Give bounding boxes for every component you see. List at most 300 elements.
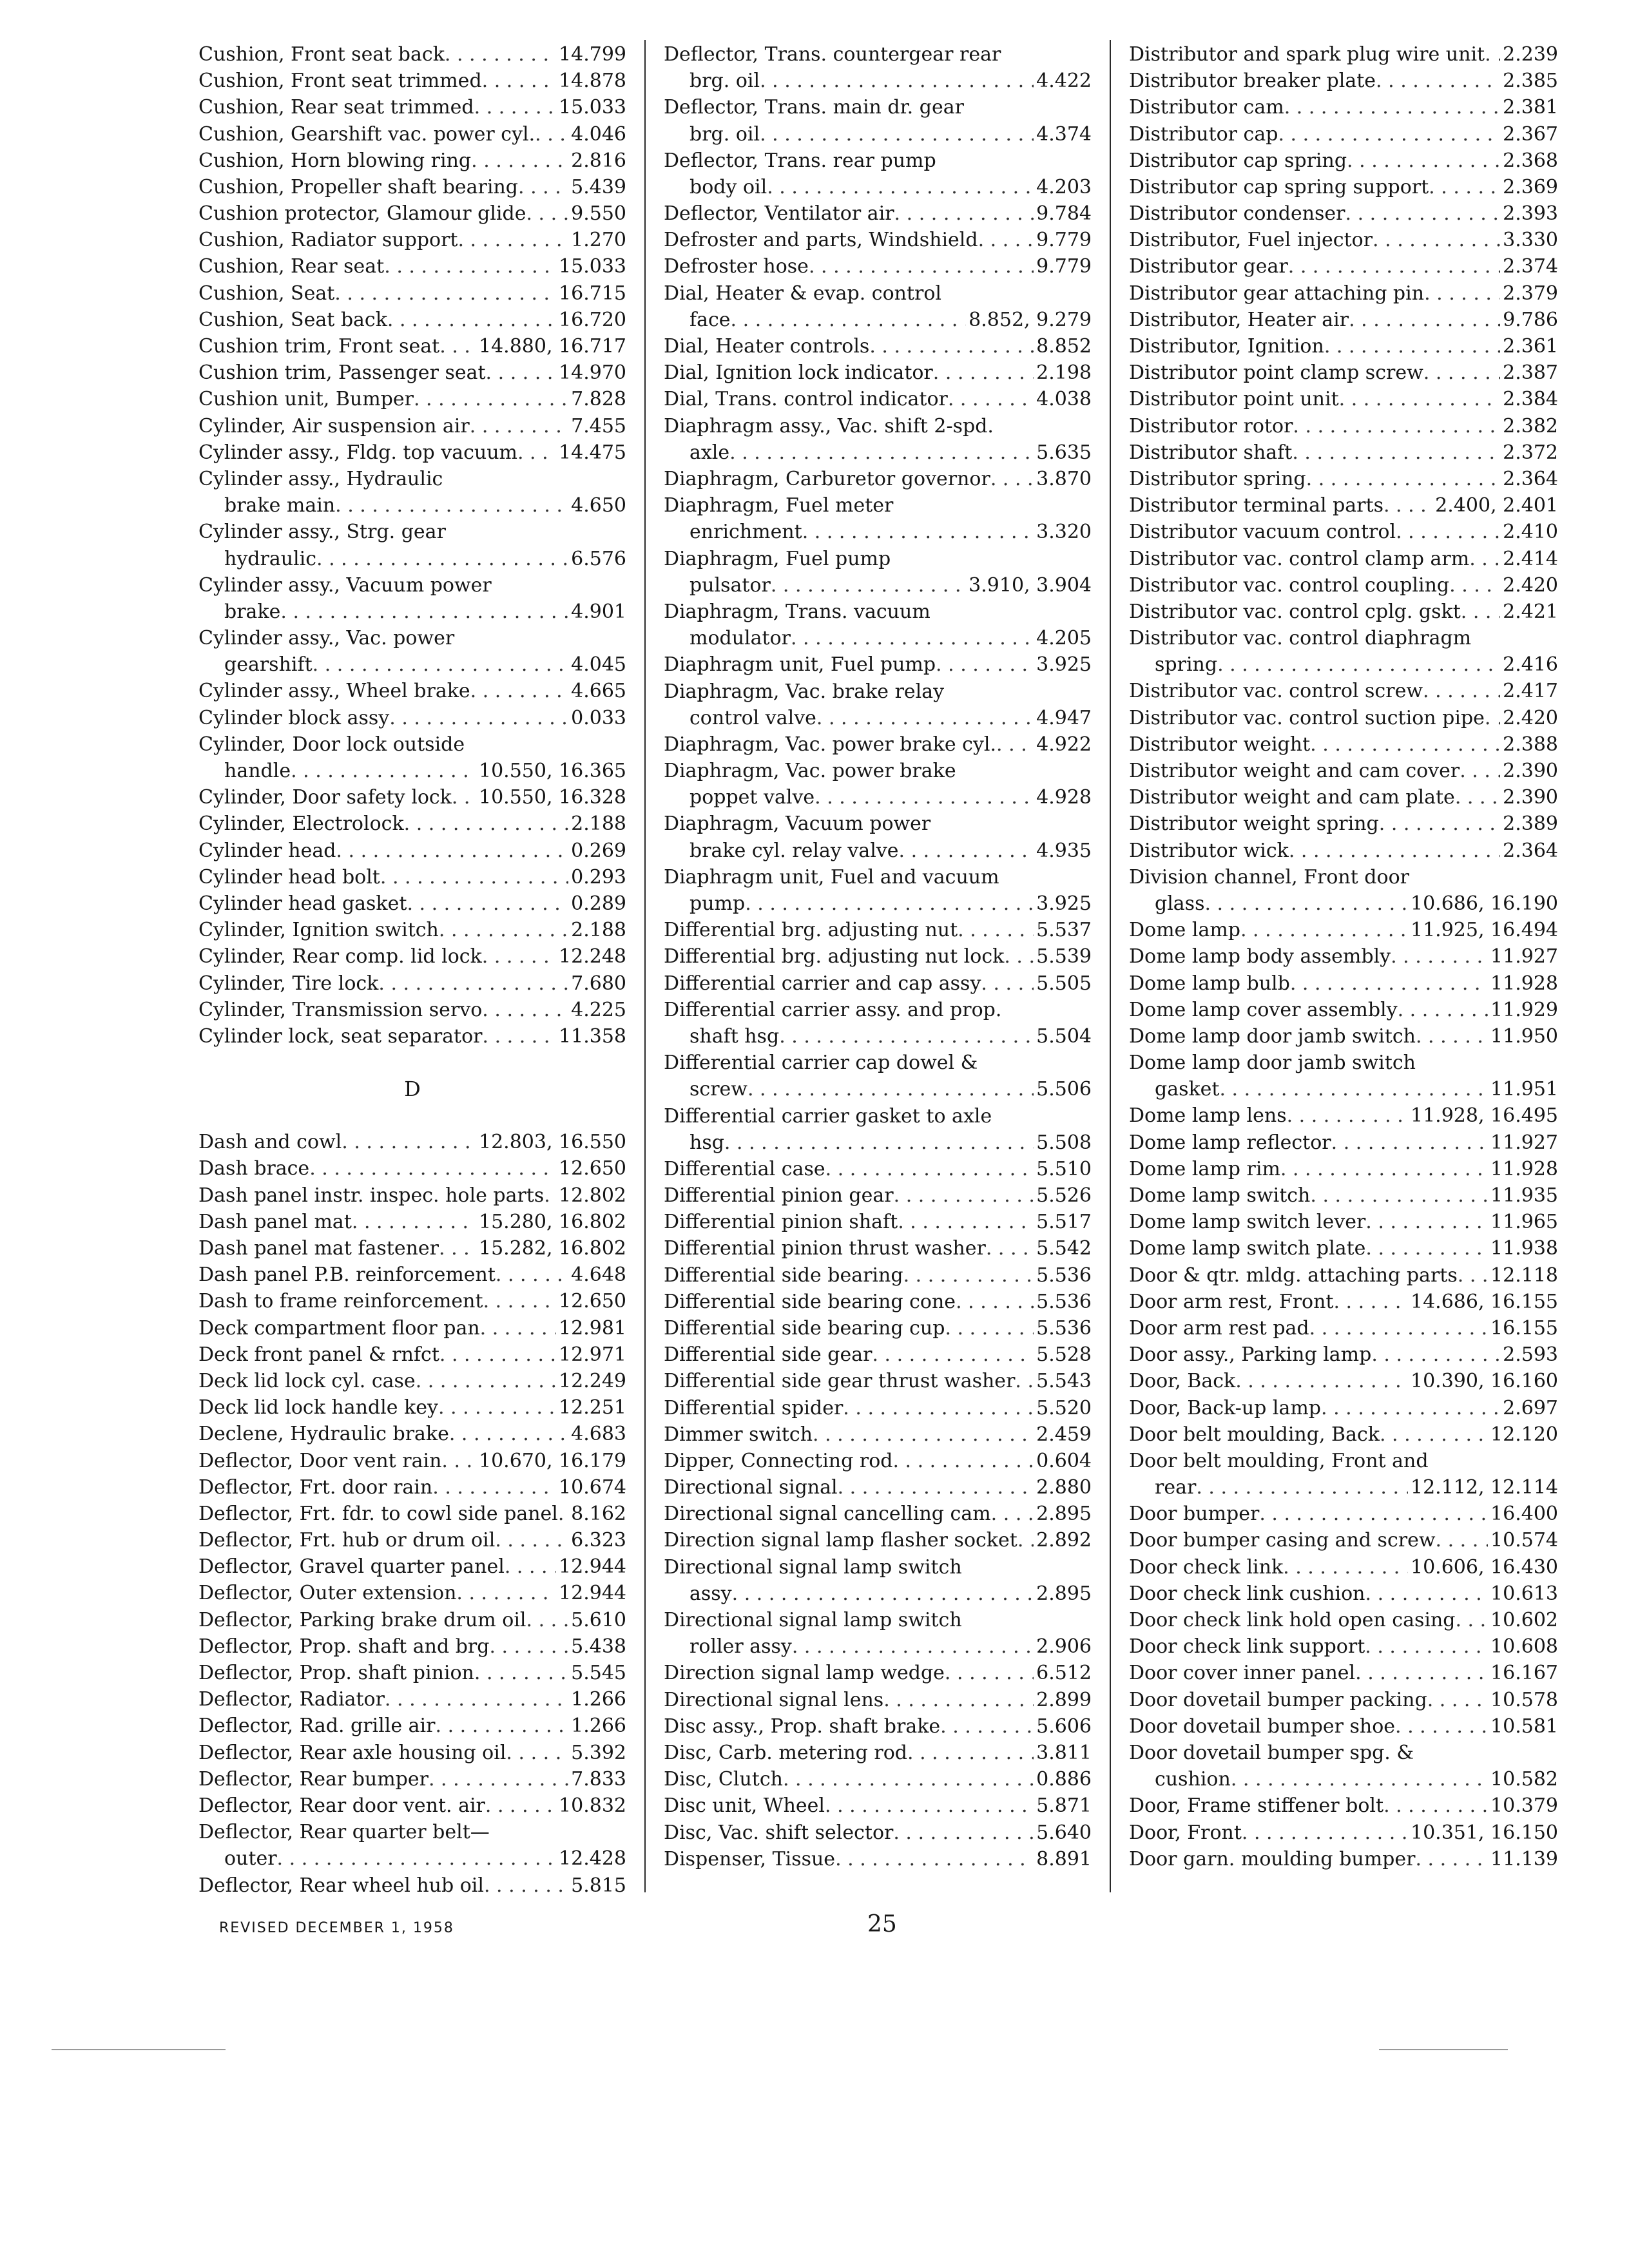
- entry-label: Cushion, Rear seat: [198, 255, 385, 278]
- dot-leader: [416, 1368, 556, 1394]
- page-reference: 5.536: [1036, 1290, 1092, 1313]
- dot-leader: [558, 1501, 568, 1527]
- index-entry: [664, 227, 1092, 253]
- entry-label: Dial, Heater controls: [664, 335, 870, 358]
- entry-label: Distributor spring: [1129, 467, 1306, 490]
- entry-label: pulsator: [689, 573, 771, 597]
- dot-leader: [1424, 280, 1500, 307]
- page-reference: 4.648: [571, 1264, 626, 1287]
- page-reference: 10.390, 16.160: [1410, 1370, 1558, 1393]
- entry-label: assy: [689, 1582, 732, 1605]
- scan-artifact-line: [1379, 2049, 1508, 2050]
- entry-label: Deck compartment floor pan: [198, 1316, 480, 1340]
- dot-leader: [470, 413, 568, 439]
- page-reference: 11.927: [1490, 945, 1558, 968]
- index-entry-heading: Dome lamp door jamb switch: [1129, 1052, 1416, 1075]
- dot-leader: [474, 1660, 568, 1686]
- dot-leader: [816, 705, 1034, 731]
- entry-label: Deflector, Rear wheel hub oil: [198, 1874, 484, 1897]
- dot-leader: [291, 758, 476, 784]
- page-reference: 16.155: [1490, 1316, 1558, 1340]
- page-reference: 3.811: [1036, 1741, 1092, 1764]
- index-entry-continuation: [664, 1581, 1092, 1607]
- page-number: 25: [867, 1911, 897, 1937]
- index-entry: [198, 1448, 626, 1474]
- entry-label: Direction signal lamp flasher socket: [664, 1529, 1017, 1552]
- dot-leader: [1242, 1820, 1408, 1846]
- page-reference: 5.539: [1036, 945, 1092, 968]
- dot-leader: [429, 1766, 568, 1792]
- page-reference: 5.506: [1036, 1078, 1092, 1101]
- entry-label: Cylinder, Rear comp. lid lock: [198, 945, 482, 968]
- entry-label: Dome lamp rim: [1129, 1157, 1280, 1180]
- dot-leader: [1379, 811, 1500, 837]
- page-reference: 2.410: [1503, 521, 1558, 544]
- page-reference: 9.786: [1503, 308, 1558, 331]
- dot-leader: [1469, 546, 1500, 572]
- page-reference: 5.510: [1036, 1157, 1092, 1180]
- dot-leader: [883, 1687, 1034, 1713]
- page-reference: 7.680: [571, 972, 626, 995]
- entry-label: Cushion, Propeller shaft bearing: [198, 175, 519, 198]
- dot-leader: [439, 333, 476, 360]
- page-reference: 5.438: [571, 1635, 626, 1658]
- index-entry: [198, 227, 626, 253]
- page-reference: 5.543: [1036, 1370, 1092, 1393]
- index-entry-continuation: [664, 890, 1092, 917]
- entry-label: Distributor shaft: [1129, 441, 1293, 464]
- page-reference: 10.670, 16.179: [478, 1449, 626, 1472]
- entry-label: Differential case: [664, 1157, 825, 1180]
- dot-leader: [1383, 492, 1432, 519]
- page-reference: 11.965: [1490, 1211, 1558, 1234]
- entry-label: Deflector, Radiator: [198, 1688, 385, 1711]
- page-reference: 2.381: [1503, 96, 1558, 119]
- index-entry: [198, 705, 626, 731]
- dot-leader: [1373, 227, 1500, 253]
- entry-label: Directional signal: [664, 1476, 838, 1499]
- entry-label: Door dovetail bumper shoe: [1129, 1715, 1396, 1738]
- index-entry-heading: Directional signal lamp switch: [664, 1609, 962, 1632]
- entry-label: Deck front panel & rnfct: [198, 1343, 439, 1366]
- index-entry: [1129, 1023, 1558, 1050]
- dot-leader: [384, 253, 556, 280]
- dot-leader: [731, 307, 967, 333]
- page-reference: 3.330: [1503, 229, 1558, 252]
- entry-label: Door, Back: [1129, 1370, 1236, 1393]
- dot-leader: [779, 1023, 1034, 1050]
- page-reference: 10.832: [559, 1794, 626, 1817]
- dot-leader: [1015, 1368, 1034, 1394]
- index-entry-heading: Diaphragm unit, Fuel and vacuum: [664, 865, 999, 889]
- index-entry: [664, 1792, 1092, 1819]
- page-reference: 5.504: [1036, 1024, 1092, 1048]
- entry-label: Cylinder, Door safety lock: [198, 786, 452, 809]
- entry-label: brg. oil: [689, 122, 760, 146]
- page-reference: 2.384: [1503, 388, 1558, 411]
- dot-leader: [802, 519, 1034, 545]
- dot-leader: [907, 1740, 1034, 1766]
- dot-leader: [990, 466, 1034, 492]
- index-entry: [198, 997, 626, 1023]
- page-reference: 2.382: [1503, 414, 1558, 437]
- dot-leader: [1376, 68, 1500, 94]
- index-entry: [1129, 333, 1558, 360]
- index-entry: [198, 1182, 626, 1209]
- entry-label: Door arm rest pad: [1129, 1316, 1309, 1340]
- index-entry-continuation: [664, 705, 1092, 731]
- dot-leader: [1455, 784, 1500, 811]
- dot-leader: [1240, 917, 1408, 943]
- dot-leader: [335, 492, 568, 519]
- index-entry: [1129, 1103, 1558, 1129]
- entry-label: Dash panel mat fastener: [198, 1237, 439, 1260]
- entry-label: Dimmer switch: [664, 1423, 813, 1446]
- dot-leader: [1217, 651, 1500, 678]
- dot-leader: [334, 280, 556, 307]
- page-reference: 2.400, 2.401: [1435, 494, 1558, 517]
- entry-label: poppet valve: [689, 786, 815, 809]
- dot-leader: [724, 1129, 1034, 1156]
- dot-leader: [1333, 1289, 1408, 1315]
- index-entry: [1129, 1846, 1558, 1872]
- entry-label: Door arm rest, Front: [1129, 1290, 1334, 1313]
- entry-label: Cylinder, Electrolock: [198, 812, 404, 836]
- index-entry: [198, 1633, 626, 1660]
- dot-leader: [1383, 1792, 1488, 1819]
- entry-label: Differential spider: [664, 1396, 843, 1419]
- index-entry: [198, 1209, 626, 1235]
- index-entry-continuation: [1129, 651, 1558, 678]
- page-reference: 2.364: [1503, 839, 1558, 862]
- entry-label: Deflector, Door vent rain: [198, 1449, 442, 1472]
- index-entry: [1129, 838, 1558, 864]
- dot-leader: [1017, 1527, 1034, 1553]
- index-entry: [1129, 360, 1558, 386]
- index-entry: [664, 1341, 1092, 1368]
- index-entry: [1129, 1156, 1558, 1182]
- entry-label: Deflector, Ventilator air: [664, 202, 894, 226]
- index-entry: [198, 1288, 626, 1314]
- page-reference: 4.922: [1036, 733, 1092, 756]
- index-entry: [664, 1713, 1092, 1740]
- entry-label: Cylinder, Transmission servo: [198, 998, 483, 1021]
- index-entry-heading: Directional signal lamp switch: [664, 1555, 962, 1579]
- entry-label: Differential side bearing cup: [664, 1316, 945, 1340]
- dot-leader: [486, 360, 556, 386]
- entry-label: Deflector, Parking brake drum oil: [198, 1608, 526, 1631]
- entry-label: cushion: [1155, 1768, 1231, 1791]
- dot-leader: [903, 1262, 1034, 1289]
- index-entry-continuation: [664, 1633, 1092, 1660]
- dot-leader: [1485, 705, 1500, 731]
- page-reference: 11.951: [1490, 1078, 1558, 1101]
- entry-label: Distributor rotor: [1129, 414, 1293, 437]
- dot-leader: [439, 1341, 556, 1368]
- dot-leader: [526, 200, 568, 227]
- page-reference: 15.033: [559, 96, 626, 119]
- page-reference: 2.374: [1503, 255, 1558, 278]
- dot-leader: [1231, 1766, 1488, 1792]
- scan-artifact-line: [52, 2049, 226, 2050]
- index-entry-heading: Diaphragm, Fuel pump: [664, 547, 891, 570]
- index-entry-continuation: [664, 68, 1092, 94]
- index-entry: [1129, 1289, 1558, 1315]
- dot-leader: [1292, 439, 1500, 466]
- dot-leader: [505, 1553, 556, 1580]
- entry-label: Door cover inner panel: [1129, 1662, 1356, 1685]
- index-entry-continuation: [1129, 1474, 1558, 1501]
- index-entry: [664, 1395, 1092, 1421]
- dot-leader: [1290, 970, 1488, 997]
- index-entry: [1129, 280, 1558, 307]
- page-reference: 5.505: [1036, 972, 1092, 995]
- dot-leader: [489, 1633, 568, 1660]
- page-reference: 2.880: [1036, 1476, 1092, 1499]
- entry-label: Differential side bearing cone: [664, 1290, 956, 1313]
- index-entry: [198, 68, 626, 94]
- page-reference: 16.715: [559, 282, 626, 305]
- entry-label: Door, Front: [1129, 1821, 1242, 1844]
- page-reference: 12.802: [559, 1184, 626, 1207]
- dot-leader: [838, 1474, 1034, 1501]
- index-entry: [664, 1687, 1092, 1713]
- index-entry: [198, 333, 626, 360]
- page-reference: 4.225: [571, 998, 626, 1021]
- dot-leader: [352, 1209, 476, 1235]
- index-entry-continuation: [198, 599, 626, 625]
- index-entry: [198, 1740, 626, 1766]
- entry-label: Distributor terminal parts: [1129, 494, 1383, 517]
- page-reference: 9.550: [571, 202, 626, 226]
- page-reference: 4.901: [571, 600, 626, 623]
- page-reference: 4.038: [1036, 388, 1092, 411]
- index-entry: [198, 1394, 626, 1421]
- page-reference: 1.266: [571, 1715, 626, 1738]
- page-reference: 7.828: [571, 388, 626, 411]
- page-reference: 15.282, 16.802: [478, 1237, 626, 1260]
- entry-label: roller assy: [689, 1635, 792, 1658]
- dot-leader: [544, 1182, 556, 1209]
- dot-leader: [986, 1235, 1034, 1262]
- dot-leader: [1449, 572, 1500, 599]
- index-entry: [198, 200, 626, 227]
- dot-leader: [958, 917, 1034, 943]
- entry-label: Distributor, Ignition: [1129, 335, 1324, 358]
- index-entry: [198, 1527, 626, 1553]
- entry-label: Cushion trim, Front seat: [198, 335, 440, 358]
- dot-leader: [1355, 1660, 1488, 1686]
- entry-label: Dome lamp: [1129, 919, 1240, 942]
- index-entry-continuation: [664, 174, 1092, 200]
- index-entry: [1129, 307, 1558, 333]
- dot-leader: [872, 1341, 1034, 1368]
- index-entry: [664, 1421, 1092, 1448]
- dot-leader: [1436, 1527, 1488, 1553]
- dot-leader: [414, 386, 568, 412]
- page-reference: 0.289: [571, 892, 626, 915]
- entry-label: Declene, Hydraulic brake: [198, 1423, 449, 1446]
- dot-leader: [1423, 360, 1500, 386]
- index-entry: [1129, 997, 1558, 1023]
- entry-label: Differential pinion gear: [664, 1184, 894, 1207]
- index-entry: [1129, 943, 1558, 970]
- entry-label: Deflector, Frt. hub or drum oil: [198, 1529, 496, 1552]
- dot-leader: [791, 625, 1034, 651]
- index-entry-heading: Diaphragm, Vacuum power: [664, 812, 931, 836]
- dot-leader: [342, 1129, 476, 1155]
- page-reference: 5.545: [571, 1662, 626, 1685]
- page-reference: 7.833: [571, 1767, 626, 1791]
- page-reference: 15.033: [559, 255, 626, 278]
- entry-label: gasket: [1155, 1078, 1220, 1101]
- dot-leader: [1288, 253, 1500, 280]
- page-reference: 4.665: [571, 680, 626, 703]
- dot-leader: [771, 572, 966, 599]
- entry-label: Distributor gear: [1129, 255, 1288, 278]
- entry-label: Cushion, Seat back: [198, 308, 387, 331]
- page-reference: 14.686, 16.155: [1410, 1290, 1558, 1313]
- index-entry: [198, 1686, 626, 1713]
- index-entry: [1129, 1792, 1558, 1819]
- index-entry: [1129, 1315, 1558, 1341]
- index-entry: [198, 307, 626, 333]
- dot-leader: [1345, 200, 1501, 227]
- entry-label: face: [689, 308, 731, 331]
- index-entry-continuation: [664, 121, 1092, 148]
- page-reference: 11.358: [559, 1024, 626, 1048]
- page-reference: 6.323: [571, 1529, 626, 1552]
- dot-leader: [474, 94, 556, 120]
- entry-label: Deflector, Rear bumper: [198, 1767, 429, 1791]
- entry-label: Dome lamp reflector: [1129, 1131, 1331, 1154]
- index-entry: [198, 1660, 626, 1686]
- dot-leader: [1287, 1102, 1408, 1129]
- page-reference: 0.293: [571, 865, 626, 889]
- index-entry: [664, 1235, 1092, 1262]
- page-reference: 2.369: [1503, 175, 1558, 198]
- entry-label: axle: [689, 441, 730, 464]
- page-reference: 2.416: [1503, 653, 1558, 677]
- entry-label: Distributor, Heater air: [1129, 308, 1349, 331]
- index-entry: [1129, 121, 1558, 148]
- index-entry: [1129, 678, 1558, 705]
- page-reference: 4.650: [571, 494, 626, 517]
- index-entry-heading: Door belt moulding, Front and: [1129, 1449, 1429, 1472]
- page-reference: 10.602: [1490, 1609, 1558, 1632]
- dot-leader: [899, 838, 1034, 864]
- entry-label: outer: [224, 1847, 277, 1870]
- index-entry-heading: Cylinder assy., Hydraulic: [198, 468, 443, 490]
- index-entry: [1129, 174, 1558, 200]
- dot-leader: [813, 1421, 1034, 1448]
- dot-leader: [894, 200, 1034, 227]
- dot-leader: [1196, 1474, 1408, 1501]
- index-entry-heading: Deflector, Trans. main dr. gear: [664, 96, 964, 119]
- page-reference: 2.417: [1503, 680, 1558, 703]
- index-entry: [664, 943, 1092, 970]
- entry-label: Dome lamp door jamb switch: [1129, 1024, 1416, 1048]
- index-entry: [664, 970, 1092, 997]
- page-reference: 5.526: [1036, 1184, 1092, 1207]
- index-entry: [198, 1501, 626, 1527]
- entry-label: Distributor cam: [1129, 96, 1284, 119]
- dot-leader: [996, 731, 1034, 758]
- page-reference: 10.550, 16.328: [478, 786, 626, 809]
- page-reference: 5.508: [1036, 1131, 1092, 1154]
- page-reference: 3.910, 3.904: [969, 573, 1092, 597]
- page-reference: 2.393: [1503, 202, 1558, 226]
- entry-label: handle: [224, 760, 291, 783]
- dot-leader: [336, 838, 568, 864]
- dot-leader: [1461, 599, 1500, 625]
- entry-label: Cylinder assy., Fldg. top vacuum: [198, 441, 517, 464]
- index-entry-heading: Differential carrier assy. and prop.: [664, 998, 1002, 1021]
- index-entry: [198, 1581, 626, 1607]
- dot-leader: [894, 1182, 1034, 1209]
- index-entry: [1129, 1129, 1558, 1156]
- page-reference: 12.650: [559, 1157, 626, 1180]
- index-entry: [198, 174, 626, 200]
- page-reference: 2.390: [1503, 760, 1558, 783]
- entry-label: Cylinder head: [198, 839, 336, 862]
- index-entry-heading: Cylinder assy., Strg. gear: [198, 521, 446, 544]
- dot-leader: [445, 41, 556, 68]
- index-entry: [198, 413, 626, 439]
- page-reference: 4.374: [1036, 122, 1092, 146]
- index-entry-continuation: [198, 758, 626, 784]
- page-reference: 12.981: [559, 1316, 626, 1340]
- entry-label: Cylinder, Ignition switch: [198, 919, 439, 942]
- dot-leader: [458, 227, 568, 253]
- entry-label: enrichment: [689, 521, 802, 544]
- page-reference: 5.542: [1036, 1237, 1092, 1260]
- entry-label: Cylinder, Air suspension air: [198, 414, 470, 437]
- entry-label: Disc assy., Prop. shaft brake: [664, 1715, 941, 1738]
- index-entry: [1129, 1660, 1558, 1686]
- page-reference: 12.803, 16.550: [478, 1131, 626, 1154]
- dot-leader: [843, 1395, 1034, 1421]
- index-entry: [1129, 811, 1558, 837]
- page-reference: 10.606, 16.430: [1410, 1555, 1558, 1579]
- entry-label: rear: [1155, 1476, 1197, 1499]
- dot-leader: [1458, 1262, 1488, 1289]
- page-reference: 5.528: [1036, 1343, 1092, 1367]
- index-entry: [198, 439, 626, 466]
- index-entry: [1129, 227, 1558, 253]
- dot-leader: [439, 1235, 476, 1262]
- entry-label: Dial, Ignition lock indicator: [664, 361, 933, 385]
- dot-leader: [892, 1448, 1034, 1474]
- index-entry: [1129, 386, 1558, 412]
- dot-leader: [1365, 1581, 1489, 1607]
- dot-leader: [1415, 1846, 1488, 1872]
- index-entry: [198, 1792, 626, 1819]
- entry-label: Cushion unit, Bumper: [198, 388, 414, 411]
- index-entry: [198, 1766, 626, 1792]
- dot-leader: [1460, 758, 1500, 784]
- dot-leader: [936, 651, 1034, 678]
- dot-leader: [898, 1209, 1034, 1235]
- dot-leader: [518, 174, 568, 200]
- index-entry-heading: Diaphragm assy., Vac. shift 2-spd.: [664, 414, 994, 437]
- dot-leader: [535, 121, 568, 148]
- index-entry-heading: Differential carrier cap dowel &: [664, 1052, 978, 1075]
- index-entry-continuation: [664, 838, 1092, 864]
- index-entry: [664, 1820, 1092, 1846]
- dot-leader: [1235, 1368, 1408, 1394]
- entry-label: Differential pinion shaft: [664, 1211, 898, 1234]
